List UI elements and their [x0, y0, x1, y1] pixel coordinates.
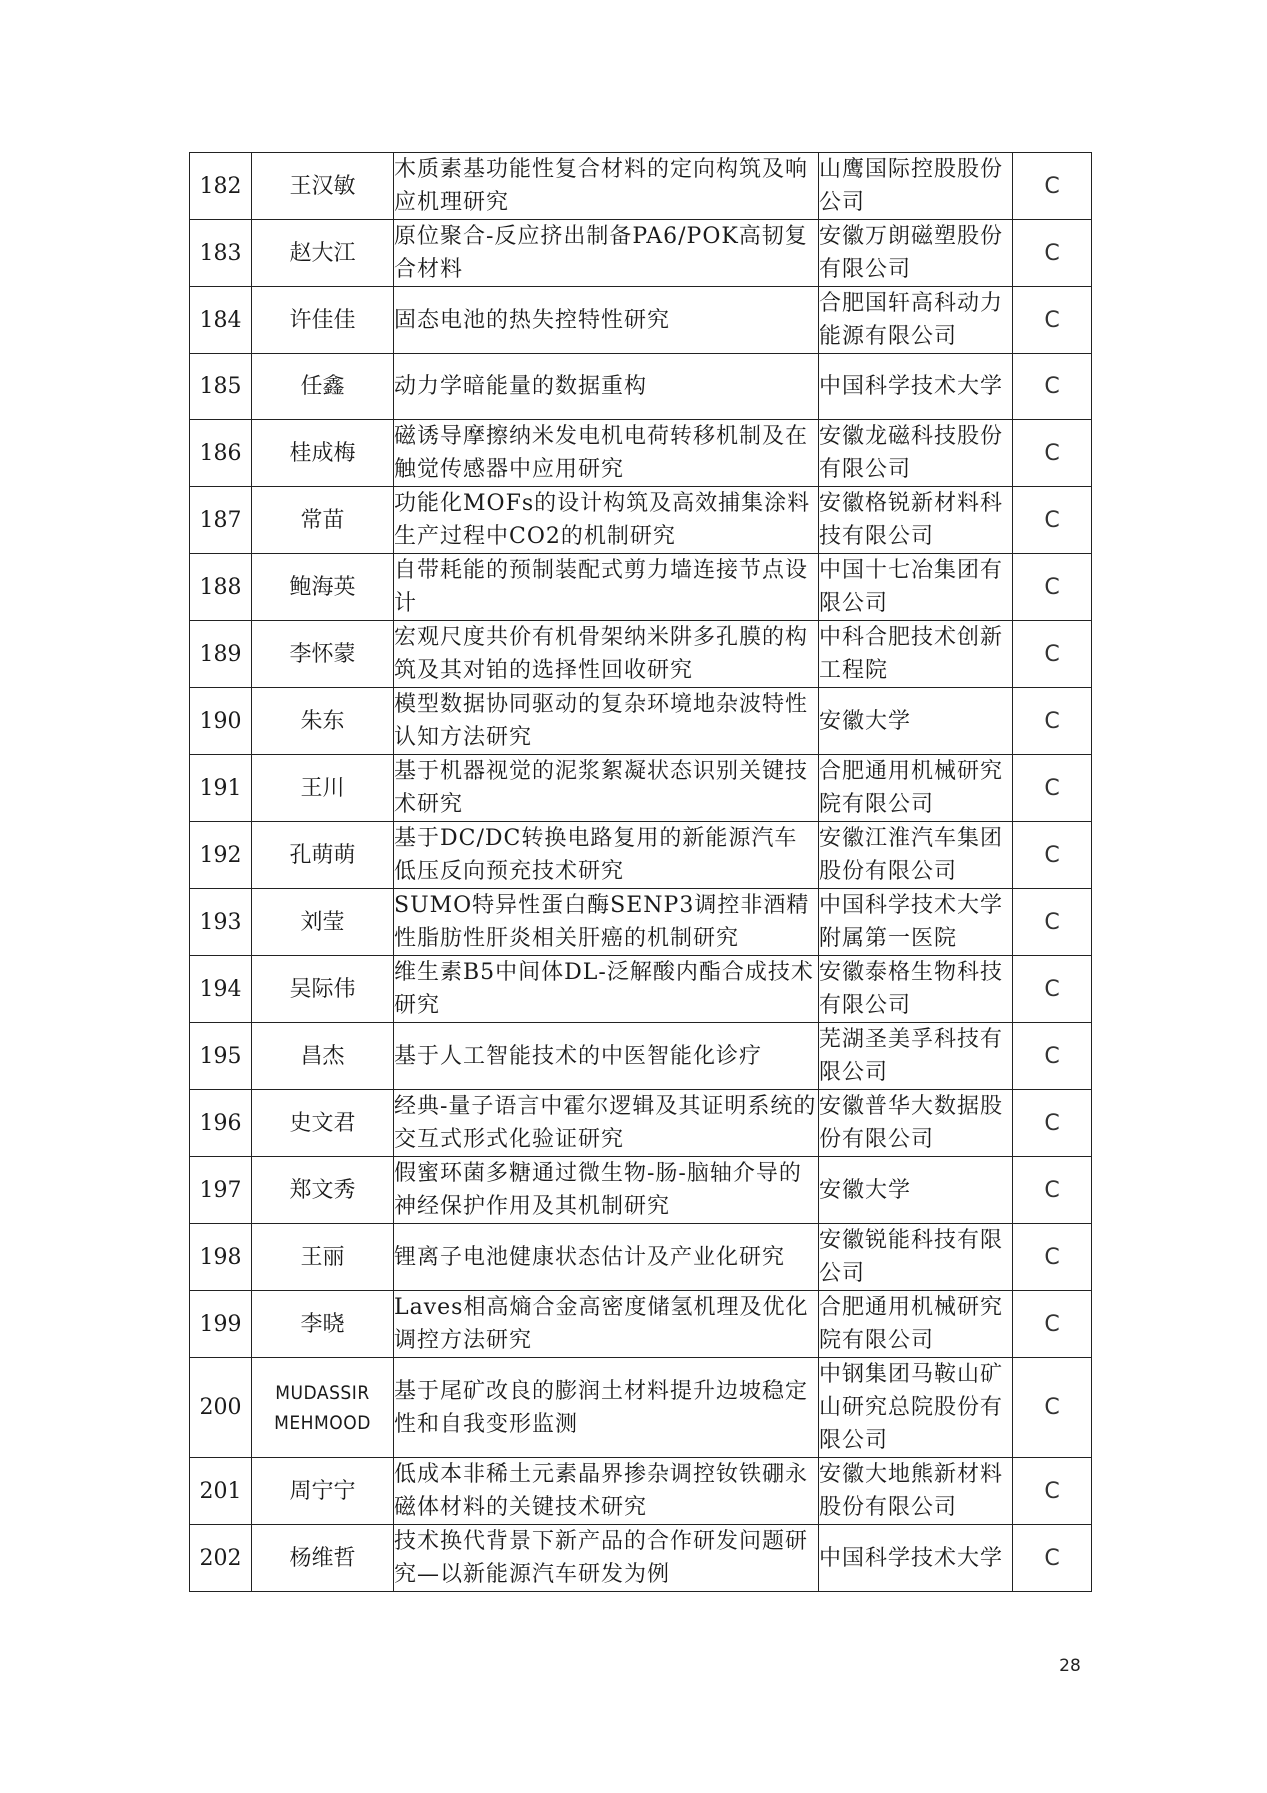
table-row: [190, 487, 1092, 554]
organization: 合肥通用机械研究院有限公司: [819, 1291, 1013, 1358]
row-number: 186: [190, 420, 252, 487]
table-row: [190, 1023, 1092, 1090]
person-name: 周宁宁: [252, 1458, 394, 1525]
person-name: 李怀蒙: [252, 621, 394, 688]
project-table-body: [190, 153, 1092, 1592]
project-title: 基于DC/DC转换电路复用的新能源汽车低压反向预充技术研究: [394, 822, 819, 889]
organization: 中科合肥技术创新工程院: [819, 621, 1013, 688]
row-number: 199: [190, 1291, 252, 1358]
table-row: [190, 153, 1092, 220]
person-name: 李晓: [252, 1291, 394, 1358]
organization: 安徽大学: [819, 688, 1013, 755]
organization: 安徽大地熊新材料股份有限公司: [819, 1458, 1013, 1525]
organization: 安徽格锐新材料科技有限公司: [819, 487, 1013, 554]
person-name: 任鑫: [252, 354, 394, 420]
project-title: Laves相高熵合金高密度储氢机理及优化调控方法研究: [394, 1291, 819, 1358]
table-row: [190, 1291, 1092, 1358]
organization: 安徽泰格生物科技有限公司: [819, 956, 1013, 1023]
person-name: MUDASSIR MEHMOOD: [252, 1358, 394, 1458]
project-title: 模型数据协同驱动的复杂环境地杂波特性认知方法研究: [394, 688, 819, 755]
table-row: [190, 554, 1092, 621]
project-title: 基于尾矿改良的膨润土材料提升边坡稳定性和自我变形监测: [394, 1358, 819, 1458]
row-number: 185: [190, 354, 252, 420]
table-row: [190, 354, 1092, 420]
person-name: 刘莹: [252, 889, 394, 956]
grade: C: [1013, 621, 1092, 688]
organization: 中国科学技术大学: [819, 354, 1013, 420]
table-row: [190, 1157, 1092, 1224]
project-title: 假蜜环菌多糖通过微生物-肠-脑轴介导的神经保护作用及其机制研究: [394, 1157, 819, 1224]
organization: 安徽普华大数据股份有限公司: [819, 1090, 1013, 1157]
table-row: [190, 889, 1092, 956]
table-row: [190, 621, 1092, 688]
table-row: [190, 1358, 1092, 1458]
organization: 中钢集团马鞍山矿山研究总院股份有限公司: [819, 1358, 1013, 1458]
row-number: 184: [190, 287, 252, 354]
project-title: 木质素基功能性复合材料的定向构筑及响应机理研究: [394, 153, 819, 220]
person-name: 昌杰: [252, 1023, 394, 1090]
project-title: 低成本非稀土元素晶界掺杂调控钕铁硼永磁体材料的关键技术研究: [394, 1458, 819, 1525]
grade: C: [1013, 1458, 1092, 1525]
project-title: 固态电池的热失控特性研究: [394, 287, 819, 354]
person-name: 赵大江: [252, 220, 394, 287]
row-number: 197: [190, 1157, 252, 1224]
project-title: 磁诱导摩擦纳米发电机电荷转移机制及在触觉传感器中应用研究: [394, 420, 819, 487]
table-row: [190, 1224, 1092, 1291]
grade: C: [1013, 1358, 1092, 1458]
person-name: 郑文秀: [252, 1157, 394, 1224]
row-number: 189: [190, 621, 252, 688]
table-row: [190, 822, 1092, 889]
grade: C: [1013, 1291, 1092, 1358]
project-title: 原位聚合-反应挤出制备PA6/POK高韧复合材料: [394, 220, 819, 287]
table-row: [190, 755, 1092, 822]
grade: C: [1013, 1090, 1092, 1157]
organization: 中国十七冶集团有限公司: [819, 554, 1013, 621]
organization: 安徽龙磁科技股份有限公司: [819, 420, 1013, 487]
row-number: 191: [190, 755, 252, 822]
project-title: 锂离子电池健康状态估计及产业化研究: [394, 1224, 819, 1291]
person-name: 吴际伟: [252, 956, 394, 1023]
person-name: 杨维哲: [252, 1525, 394, 1592]
page-number: 28: [1059, 1656, 1081, 1676]
person-name: 许佳佳: [252, 287, 394, 354]
table-row: [190, 220, 1092, 287]
grade: C: [1013, 420, 1092, 487]
grade: C: [1013, 554, 1092, 621]
grade: C: [1013, 1525, 1092, 1592]
organization: 合肥通用机械研究院有限公司: [819, 755, 1013, 822]
person-name: 朱东: [252, 688, 394, 755]
row-number: 198: [190, 1224, 252, 1291]
grade: C: [1013, 755, 1092, 822]
organization: 中国科学技术大学: [819, 1525, 1013, 1592]
project-title: 动力学暗能量的数据重构: [394, 354, 819, 420]
project-title: 自带耗能的预制装配式剪力墙连接节点设计: [394, 554, 819, 621]
row-number: 195: [190, 1023, 252, 1090]
table-row: [190, 287, 1092, 354]
grade: C: [1013, 287, 1092, 354]
table-row: [190, 1090, 1092, 1157]
organization: 安徽锐能科技有限公司: [819, 1224, 1013, 1291]
row-number: 183: [190, 220, 252, 287]
table-row: [190, 688, 1092, 755]
row-number: 196: [190, 1090, 252, 1157]
row-number: 201: [190, 1458, 252, 1525]
row-number: 190: [190, 688, 252, 755]
row-number: 202: [190, 1525, 252, 1592]
row-number: 193: [190, 889, 252, 956]
organization: 安徽江淮汽车集团股份有限公司: [819, 822, 1013, 889]
person-name: 王川: [252, 755, 394, 822]
person-name: 鲍海英: [252, 554, 394, 621]
project-title: 基于人工智能技术的中医智能化诊疗: [394, 1023, 819, 1090]
grade: C: [1013, 1224, 1092, 1291]
project-table: [189, 152, 1092, 1592]
person-name: 常苗: [252, 487, 394, 554]
table-row: [190, 1525, 1092, 1592]
organization: 芜湖圣美孚科技有限公司: [819, 1023, 1013, 1090]
project-title: 基于机器视觉的泥浆絮凝状态识别关键技术研究: [394, 755, 819, 822]
grade: C: [1013, 1023, 1092, 1090]
project-title: 经典-量子语言中霍尔逻辑及其证明系统的交互式形式化验证研究: [394, 1090, 819, 1157]
project-title: SUMO特异性蛋白酶SENP3调控非酒精性脂肪性肝炎相关肝癌的机制研究: [394, 889, 819, 956]
grade: C: [1013, 153, 1092, 220]
person-name: 孔萌萌: [252, 822, 394, 889]
person-name: 王汉敏: [252, 153, 394, 220]
table-row: [190, 1458, 1092, 1525]
person-name: 桂成梅: [252, 420, 394, 487]
row-number: 192: [190, 822, 252, 889]
project-title: 功能化MOFs的设计构筑及高效捕集涂料生产过程中CO2的机制研究: [394, 487, 819, 554]
grade: C: [1013, 487, 1092, 554]
grade: C: [1013, 1157, 1092, 1224]
grade: C: [1013, 822, 1092, 889]
row-number: 200: [190, 1358, 252, 1458]
organization: 山鹰国际控股股份公司: [819, 153, 1013, 220]
grade: C: [1013, 220, 1092, 287]
person-name: 王丽: [252, 1224, 394, 1291]
table-row: [190, 956, 1092, 1023]
grade: C: [1013, 354, 1092, 420]
organization: 安徽大学: [819, 1157, 1013, 1224]
project-title: 宏观尺度共价有机骨架纳米阱多孔膜的构筑及其对铂的选择性回收研究: [394, 621, 819, 688]
table-row: [190, 420, 1092, 487]
project-title: 维生素B5中间体DL-泛解酸内酯合成技术研究: [394, 956, 819, 1023]
organization: 合肥国轩高科动力能源有限公司: [819, 287, 1013, 354]
organization: 中国科学技术大学附属第一医院: [819, 889, 1013, 956]
row-number: 187: [190, 487, 252, 554]
row-number: 182: [190, 153, 252, 220]
grade: C: [1013, 956, 1092, 1023]
row-number: 194: [190, 956, 252, 1023]
organization: 安徽万朗磁塑股份有限公司: [819, 220, 1013, 287]
grade: C: [1013, 688, 1092, 755]
person-name: 史文君: [252, 1090, 394, 1157]
row-number: 188: [190, 554, 252, 621]
grade: C: [1013, 889, 1092, 956]
project-title: 技术换代背景下新产品的合作研发问题研究—以新能源汽车研发为例: [394, 1525, 819, 1592]
